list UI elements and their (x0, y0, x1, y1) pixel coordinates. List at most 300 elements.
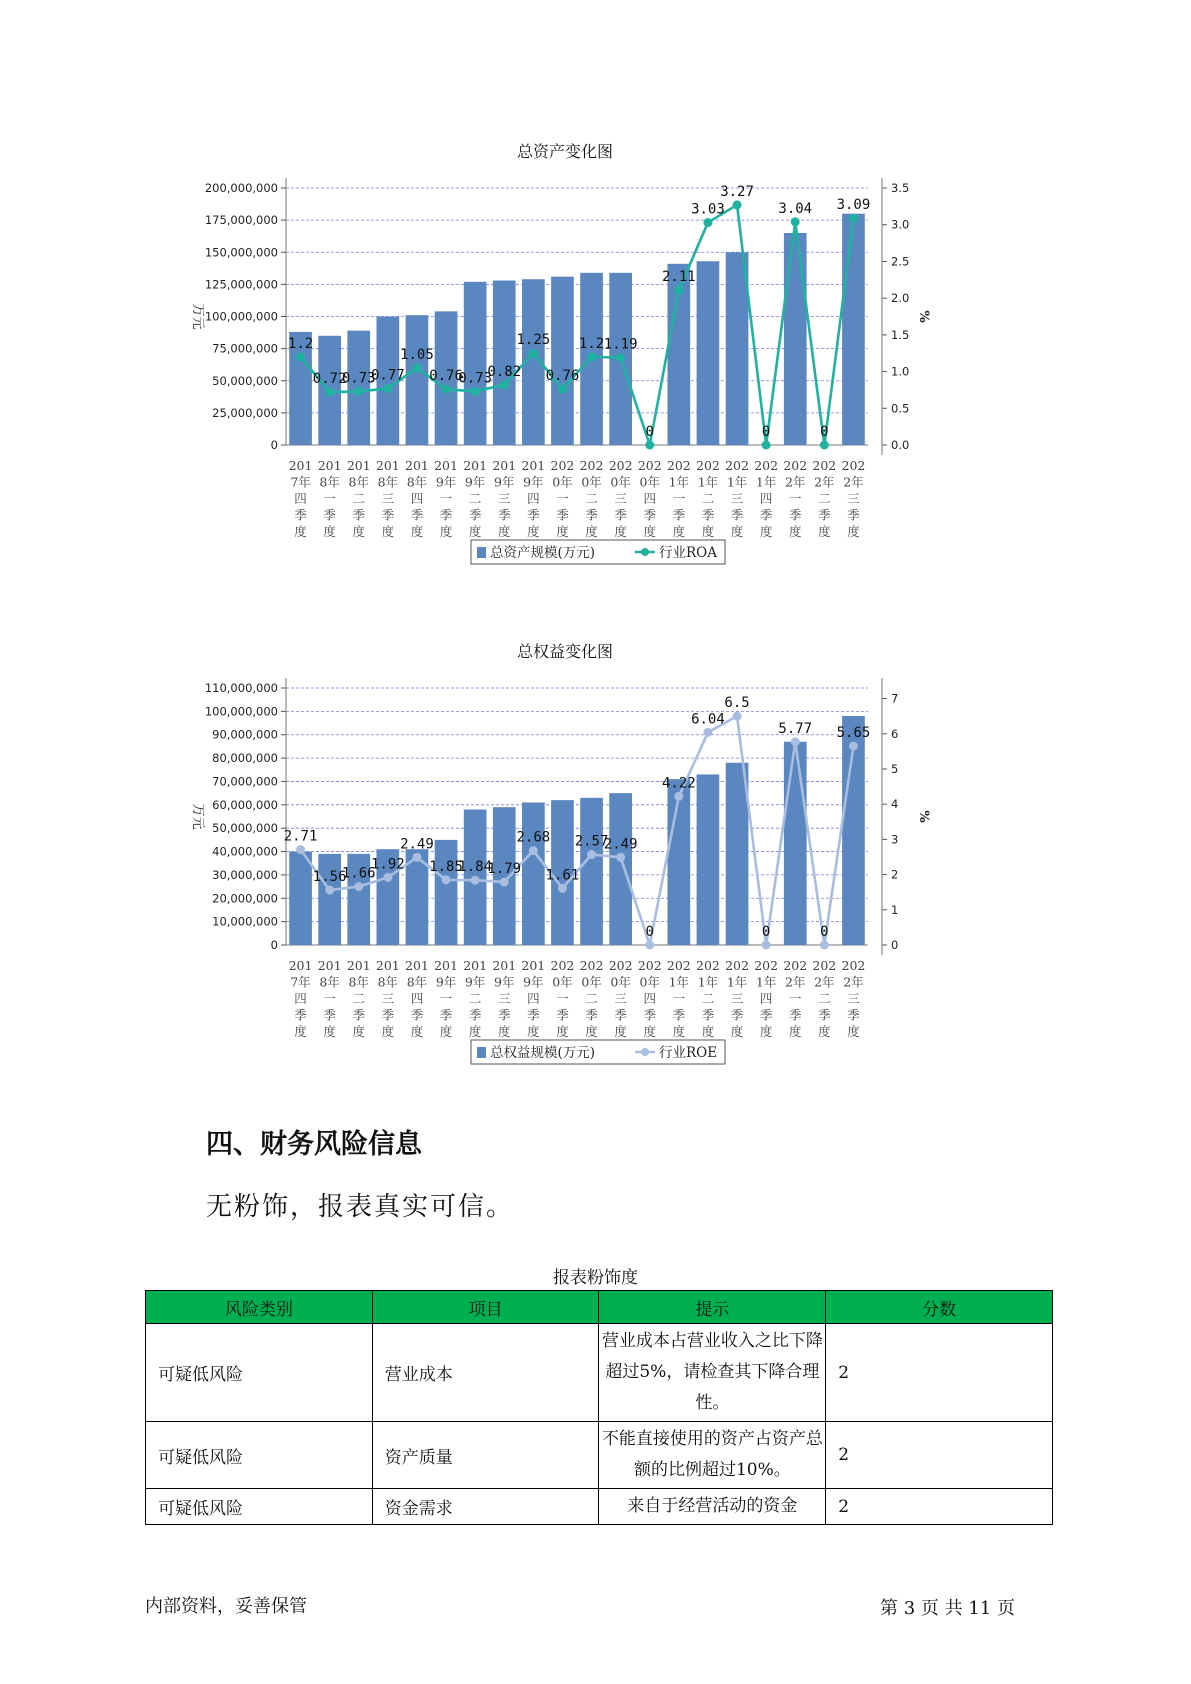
line-point (500, 877, 509, 886)
y2-axis-label: % (916, 810, 931, 823)
x-tick-label (783, 958, 807, 1039)
x-tick-line: 202 (637, 458, 662, 473)
x-tick-line: 季 (759, 507, 773, 523)
y-tick-label: 10,000,000 (212, 914, 278, 929)
y-tick-label: 100,000,000 (204, 309, 278, 324)
x-tick-line: 度 (381, 1024, 395, 1039)
y2-tick-label: 1 (891, 902, 899, 917)
x-tick-label (551, 958, 575, 1039)
x-tick-label (609, 458, 633, 539)
x-tick-line: 四 (759, 991, 773, 1006)
x-tick-line: 201 (288, 458, 313, 473)
bar (551, 277, 574, 445)
footer-left: 内部资料，妥善保管 (145, 1596, 307, 1617)
x-tick-label (667, 458, 691, 539)
bar (609, 793, 632, 945)
x-tick-line: 9年 (435, 974, 457, 990)
x-tick-label (812, 958, 836, 1039)
x-tick-line: 季 (323, 507, 336, 523)
total-equity-chart-svg (180, 640, 950, 1095)
x-tick-label (725, 958, 749, 1039)
x-tick-line: 202 (812, 958, 837, 973)
legend-line-label: 行业ROA (659, 545, 717, 561)
x-tick-line: 202 (812, 458, 837, 473)
line-point (383, 873, 392, 882)
line-point (762, 441, 771, 450)
data-label: 0 (820, 924, 829, 940)
y-tick-label: 80,000,000 (212, 751, 278, 766)
table-row (146, 1422, 1053, 1489)
x-tick-line: 度 (556, 1024, 569, 1039)
x-tick-line: 四 (759, 491, 773, 506)
x-tick-line: 季 (294, 1007, 307, 1023)
x-tick-line: 201 (375, 958, 400, 973)
x-tick-line: 201 (346, 958, 371, 973)
x-tick-line: 季 (672, 507, 686, 523)
x-tick-label (376, 458, 400, 539)
x-tick-line: 季 (410, 1007, 424, 1023)
line-point (674, 792, 683, 801)
x-tick-line: 度 (381, 524, 395, 539)
x-tick-label (638, 958, 662, 1039)
x-tick-line: 0年 (610, 474, 631, 490)
x-tick-line: 二 (701, 491, 715, 506)
x-tick-line: 季 (468, 507, 482, 523)
x-tick-label (551, 458, 575, 539)
x-tick-line: 201 (521, 958, 546, 973)
x-tick-label (580, 958, 604, 1039)
x-tick-line: 201 (434, 458, 458, 473)
line-point (645, 941, 654, 950)
x-tick-line: 0年 (581, 474, 602, 490)
y2-tick-label: 2 (891, 867, 899, 882)
x-tick-line: 8年 (406, 974, 428, 990)
x-tick-label (783, 458, 807, 539)
y-tick-label: 0 (270, 938, 278, 952)
x-tick-line: 度 (439, 524, 453, 539)
x-tick-label (463, 458, 487, 539)
cell-score: 2 (826, 1422, 1053, 1489)
cell-score: 2 (826, 1489, 1053, 1525)
data-label: 0.82 (487, 363, 522, 380)
line-point (849, 214, 858, 223)
data-label: 3.27 (720, 183, 754, 200)
risk-table (145, 1290, 1053, 1525)
x-tick-line: 度 (352, 524, 366, 539)
x-tick-line: 201 (288, 958, 313, 973)
section-heading: 四、财务风险信息 (206, 1129, 422, 1160)
x-tick-line: 9年 (523, 474, 544, 490)
y-tick-label: 50,000,000 (212, 821, 278, 836)
x-tick-label (492, 458, 516, 539)
table-row (146, 1324, 1053, 1422)
y2-tick-label: 1.5 (891, 327, 910, 342)
line-point (471, 387, 480, 396)
header-risk-category: 风险类别 (146, 1291, 373, 1324)
line-point (587, 850, 596, 859)
legend-bar-swatch (477, 1047, 486, 1058)
x-tick-line: 度 (497, 1024, 511, 1039)
data-label: 0.76 (429, 368, 463, 385)
data-label: 2.68 (516, 829, 551, 846)
bar (493, 281, 516, 445)
y2-tick-label: 2.0 (891, 291, 910, 306)
data-label: 0.76 (545, 368, 580, 385)
x-tick-line: 三 (614, 491, 627, 506)
x-tick-line: 7年 (290, 974, 311, 990)
x-tick-label (696, 458, 720, 539)
bar (842, 214, 865, 445)
data-label: 6.04 (691, 711, 725, 728)
y-tick-label: 70,000,000 (212, 774, 278, 789)
x-tick-line: 四 (527, 991, 540, 1006)
x-tick-line: 8年 (319, 974, 340, 990)
bar (580, 798, 603, 945)
x-tick-label (842, 458, 866, 539)
x-tick-line: 季 (847, 1007, 860, 1023)
x-tick-line: 二 (818, 991, 831, 1006)
x-tick-label (347, 958, 371, 1039)
y2-tick-label: 7 (891, 691, 899, 706)
x-tick-line: 二 (352, 491, 366, 506)
x-tick-line: 2年 (843, 974, 864, 990)
x-tick-line: 度 (468, 1024, 482, 1039)
cell-item: 资金需求 (372, 1489, 599, 1525)
x-tick-line: 季 (847, 507, 860, 523)
x-tick-line: 度 (352, 1024, 366, 1039)
chart-title: 总资产变化图 (516, 142, 614, 161)
x-tick-line: 度 (730, 524, 744, 539)
y2-axis-label: % (916, 310, 931, 323)
x-tick-line: 度 (468, 524, 482, 539)
x-tick-line: 季 (730, 507, 744, 523)
x-tick-line: 202 (725, 958, 749, 973)
bar (289, 852, 312, 945)
cell-category: 可疑低风险 (146, 1422, 373, 1489)
line-point (383, 384, 392, 393)
y-tick-label: 0 (270, 438, 278, 452)
x-tick-line: 度 (585, 524, 598, 539)
x-tick-line: 季 (381, 1007, 395, 1023)
x-tick-line: 季 (701, 1007, 715, 1023)
data-label: 5.65 (836, 725, 871, 742)
x-tick-line: 季 (294, 507, 307, 523)
data-label: 2.49 (603, 836, 638, 853)
y-tick-label: 25,000,000 (212, 405, 278, 420)
line-point (471, 876, 480, 885)
x-tick-line: 季 (352, 1007, 366, 1023)
x-tick-line: 201 (375, 458, 400, 473)
x-tick-line: 度 (497, 524, 511, 539)
x-tick-label (638, 458, 662, 539)
x-tick-line: 度 (730, 1024, 744, 1039)
x-tick-line: 8年 (348, 974, 369, 990)
bar (668, 779, 691, 945)
x-tick-line: 季 (701, 507, 715, 523)
x-tick-line: 度 (643, 1024, 657, 1039)
x-tick-line: 季 (818, 507, 831, 523)
x-tick-line: 一 (788, 491, 802, 506)
data-label: 1.85 (429, 858, 463, 875)
x-tick-line: 一 (439, 991, 453, 1006)
x-tick-line: 三 (381, 991, 395, 1006)
y-tick-label: 90,000,000 (212, 727, 278, 742)
bar (784, 233, 807, 445)
data-label: 1.19 (603, 336, 638, 353)
line-point (733, 200, 742, 209)
line-point (529, 846, 538, 855)
line-point (500, 380, 509, 389)
y-tick-label: 110,000,000 (204, 681, 278, 695)
x-tick-label (318, 958, 342, 1039)
x-tick-line: 9年 (494, 474, 515, 490)
x-tick-line: 202 (696, 958, 720, 973)
chart-title: 总权益变化图 (516, 642, 614, 661)
line-point (820, 941, 829, 950)
y2-tick-label: 3 (891, 832, 899, 847)
x-tick-line: 201 (405, 958, 429, 973)
x-tick-line: 202 (783, 458, 808, 473)
x-tick-line: 202 (841, 458, 866, 473)
data-label: 1.25 (516, 332, 551, 349)
y2-tick-label: 6 (891, 726, 899, 741)
x-tick-line: 二 (352, 991, 366, 1006)
x-tick-label (754, 958, 778, 1039)
line-point (442, 875, 451, 884)
x-tick-line: 度 (585, 1024, 598, 1039)
data-label: 0 (645, 424, 654, 440)
x-tick-line: 季 (410, 507, 424, 523)
x-tick-line: 季 (381, 507, 395, 523)
x-tick-line: 一 (556, 991, 569, 1006)
x-tick-line: 201 (317, 958, 342, 973)
data-label: 6.5 (724, 695, 750, 712)
y-tick-label: 75,000,000 (212, 341, 278, 356)
x-tick-line: 201 (405, 458, 429, 473)
x-tick-line: 0年 (610, 974, 631, 990)
bar (726, 763, 749, 945)
bar (318, 854, 341, 945)
total-assets-chart-svg (180, 140, 950, 595)
x-tick-line: 三 (847, 991, 860, 1006)
x-tick-line: 2年 (785, 474, 806, 490)
y2-tick-label: 2.5 (891, 254, 910, 269)
x-tick-line: 度 (788, 524, 802, 539)
x-tick-line: 度 (847, 1024, 860, 1039)
x-tick-line: 一 (439, 491, 453, 506)
y-tick-label: 50,000,000 (212, 373, 278, 388)
x-tick-line: 二 (468, 991, 482, 1006)
x-tick-line: 四 (643, 491, 657, 506)
x-tick-label (434, 958, 458, 1039)
data-label: 1.79 (487, 860, 522, 877)
cell-score: 2 (826, 1324, 1053, 1422)
x-tick-line: 1年 (726, 974, 748, 990)
x-tick-line: 201 (434, 958, 458, 973)
data-label: 3.03 (691, 201, 725, 218)
x-tick-line: 202 (696, 458, 720, 473)
table-caption: 报表粉饰度 (553, 1268, 638, 1288)
x-tick-line: 9年 (464, 474, 486, 490)
x-tick-line: 度 (672, 524, 686, 539)
data-label: 5.77 (778, 720, 813, 737)
line-point (558, 385, 567, 394)
x-tick-line: 一 (323, 491, 336, 506)
x-tick-line: 季 (614, 1007, 627, 1023)
x-tick-line: 202 (579, 458, 604, 473)
x-tick-line: 度 (294, 1024, 307, 1039)
y2-tick-label: 5 (891, 761, 899, 776)
x-tick-line: 9年 (464, 974, 486, 990)
data-label: 0 (761, 424, 771, 440)
x-tick-line: 201 (492, 458, 517, 473)
x-tick-line: 2年 (785, 974, 806, 990)
line-point (733, 712, 742, 721)
y-tick-label: 30,000,000 (212, 867, 278, 882)
x-tick-line: 二 (818, 491, 831, 506)
x-tick-line: 季 (323, 1007, 336, 1023)
x-tick-line: 度 (672, 1024, 686, 1039)
line-point (791, 217, 800, 226)
y2-tick-label: 3.0 (891, 217, 910, 232)
x-tick-line: 季 (585, 1007, 598, 1023)
x-tick-line: 季 (352, 507, 366, 523)
x-tick-line: 四 (294, 991, 307, 1006)
x-tick-line: 季 (585, 507, 598, 523)
bar (697, 774, 720, 945)
line-point (296, 352, 305, 361)
y2-tick-label: 3.5 (891, 181, 910, 195)
line-point (703, 218, 712, 227)
x-tick-line: 9年 (523, 974, 544, 990)
x-tick-line: 四 (527, 491, 540, 506)
data-label: 1.92 (370, 856, 405, 873)
x-tick-line: 度 (556, 524, 569, 539)
x-tick-label (609, 958, 633, 1039)
line-point (354, 882, 363, 891)
x-tick-line: 度 (527, 524, 540, 539)
line-point (703, 728, 712, 737)
x-tick-line: 1年 (668, 974, 690, 990)
y-tick-label: 100,000,000 (204, 704, 278, 719)
line-point (849, 742, 858, 751)
x-tick-line: 202 (783, 958, 808, 973)
x-tick-line: 四 (410, 991, 424, 1006)
x-tick-line: 度 (294, 524, 307, 539)
x-tick-line: 季 (788, 507, 802, 523)
x-tick-line: 度 (614, 1024, 627, 1039)
legend-line-marker (641, 1048, 649, 1056)
line-point (791, 737, 800, 746)
x-tick-label (434, 458, 458, 539)
y-tick-label: 150,000,000 (204, 245, 278, 260)
x-tick-line: 四 (643, 991, 657, 1006)
data-label: 0.77 (370, 367, 405, 384)
x-tick-line: 2年 (843, 474, 864, 490)
y2-tick-label: 1.0 (891, 364, 910, 379)
x-tick-line: 1年 (697, 974, 719, 990)
x-tick-line: 度 (818, 524, 831, 539)
x-tick-line: 度 (614, 524, 627, 539)
x-tick-line: 202 (754, 958, 779, 973)
x-tick-line: 四 (410, 491, 424, 506)
y-tick-label: 125,000,000 (204, 277, 278, 292)
y2-tick-label: 0 (891, 938, 899, 952)
cell-category: 可疑低风险 (146, 1324, 373, 1422)
data-label: 2.11 (661, 269, 696, 286)
data-label: 0 (645, 924, 654, 940)
line-point (354, 387, 363, 396)
bar (697, 261, 720, 445)
x-tick-line: 9年 (494, 974, 515, 990)
line-point (296, 845, 305, 854)
x-tick-line: 三 (614, 991, 627, 1006)
x-tick-line: 1年 (726, 474, 748, 490)
data-label: 1.2 (287, 335, 314, 352)
x-tick-label (725, 458, 749, 539)
x-tick-line: 1年 (697, 474, 719, 490)
x-tick-line: 202 (754, 458, 779, 473)
line-point (645, 441, 654, 450)
x-tick-line: 202 (608, 958, 633, 973)
x-tick-line: 1年 (755, 974, 777, 990)
x-tick-line: 8年 (377, 974, 399, 990)
x-tick-line: 202 (550, 958, 575, 973)
x-tick-line: 202 (725, 458, 749, 473)
footer-page-number: 第 3 页 共 11 页 (880, 1598, 1015, 1619)
x-tick-line: 二 (468, 491, 482, 506)
x-tick-line: 2年 (814, 974, 835, 990)
x-tick-line: 度 (527, 1024, 540, 1039)
x-tick-line: 201 (346, 458, 371, 473)
x-tick-line: 202 (550, 458, 575, 473)
x-tick-line: 四 (294, 491, 307, 506)
x-tick-label (318, 458, 342, 539)
cell-item: 营业成本 (372, 1324, 599, 1422)
x-tick-line: 季 (468, 1007, 482, 1023)
line-point (412, 853, 421, 862)
bar (435, 840, 458, 945)
cell-item: 资产质量 (372, 1422, 599, 1489)
x-tick-line: 季 (556, 1007, 569, 1023)
legend-line-label: 行业ROE (659, 1045, 718, 1061)
line-point (412, 363, 421, 372)
data-label: 1.56 (312, 869, 347, 886)
x-tick-line: 202 (608, 458, 633, 473)
x-tick-line: 度 (410, 1024, 424, 1039)
x-tick-line: 202 (666, 458, 691, 473)
x-tick-label (580, 458, 604, 539)
x-tick-line: 0年 (552, 474, 573, 490)
line-point (820, 441, 829, 450)
x-tick-line: 0年 (639, 974, 660, 990)
summary-text: 无粉饰，报表真实可信。 (206, 1192, 515, 1222)
bar (784, 742, 807, 945)
x-tick-label (405, 458, 429, 539)
data-label: 1.66 (341, 865, 376, 882)
x-tick-line: 度 (701, 524, 715, 539)
x-tick-label (754, 458, 778, 539)
x-tick-line: 2年 (814, 474, 835, 490)
x-tick-label (812, 458, 836, 539)
y2-tick-label: 0.0 (891, 438, 910, 452)
x-tick-line: 季 (672, 1007, 686, 1023)
data-label: 0.73 (341, 370, 376, 387)
x-tick-line: 三 (381, 491, 395, 506)
x-tick-line: 三 (497, 991, 511, 1006)
x-tick-line: 度 (788, 1024, 802, 1039)
data-label: 0.72 (312, 371, 347, 388)
